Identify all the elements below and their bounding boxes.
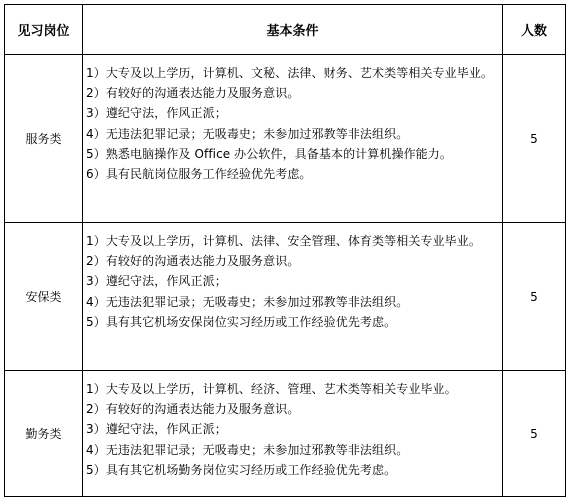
- condition-item: 1）大专及以上学历，计算机、文秘、法律、财务、艺术类等相关专业毕业。: [86, 66, 494, 80]
- condition-item: 4）无违法犯罪记录；无吸毒史；未参加过邪教等非法组织。: [86, 442, 409, 457]
- header-count: 人数: [503, 5, 566, 55]
- condition-item: 1）大专及以上学历，计算机、经济、管理、艺术类等相关专业毕业。: [86, 382, 457, 396]
- condition-item: 1）大专及以上学历，计算机、法律、安全管理、体育类等相关专业毕业。: [86, 234, 481, 248]
- count-cell: 5: [503, 371, 566, 497]
- condition-item: 2）有较好的沟通表达能力及服务意识。: [86, 402, 300, 417]
- table-header-row: [5, 5, 566, 55]
- condition-item: 3）遵纪守法，作风正派；: [86, 274, 227, 289]
- condition-item: 6）具有民航岗位服务工作经验优先考虑。: [86, 167, 312, 182]
- position-cell: 服务类: [5, 55, 83, 223]
- conditions-cell: [83, 55, 503, 223]
- condition-item: 4）无违法犯罪记录；无吸毒史；未参加过邪教等非法组织。: [86, 126, 409, 141]
- condition-item: 5）具有其它机场安保岗位实习经历或工作经验优先考虑。: [86, 314, 397, 329]
- table-row: [5, 55, 566, 223]
- condition-item: 3）遵纪守法，作风正派；: [86, 422, 227, 437]
- count-cell: 5: [503, 223, 566, 371]
- table-row: [5, 223, 566, 371]
- condition-item: 5）熟悉电脑操作及 Office 办公软件，具备基本的计算机操作能力。: [86, 146, 452, 161]
- position-cell: 安保类: [5, 223, 83, 371]
- condition-item: 3）遵纪守法，作风正派；: [86, 106, 227, 121]
- conditions-cell: [83, 223, 503, 371]
- position-cell: 勤务类: [5, 371, 83, 497]
- header-position: 见习岗位: [5, 5, 83, 55]
- table-row: [5, 371, 566, 497]
- header-conditions: 基本条件: [83, 5, 503, 55]
- condition-item: 2）有较好的沟通表达能力及服务意识。: [86, 254, 300, 269]
- condition-item: 5）具有其它机场勤务岗位实习经历或工作经验优先考虑。: [86, 462, 397, 477]
- count-cell: 5: [503, 55, 566, 223]
- conditions-cell: [83, 371, 503, 497]
- condition-item: 4）无违法犯罪记录；无吸毒史；未参加过邪教等非法组织。: [86, 294, 409, 309]
- requirements-table: [4, 4, 566, 497]
- condition-item: 2）有较好的沟通表达能力及服务意识。: [86, 86, 300, 101]
